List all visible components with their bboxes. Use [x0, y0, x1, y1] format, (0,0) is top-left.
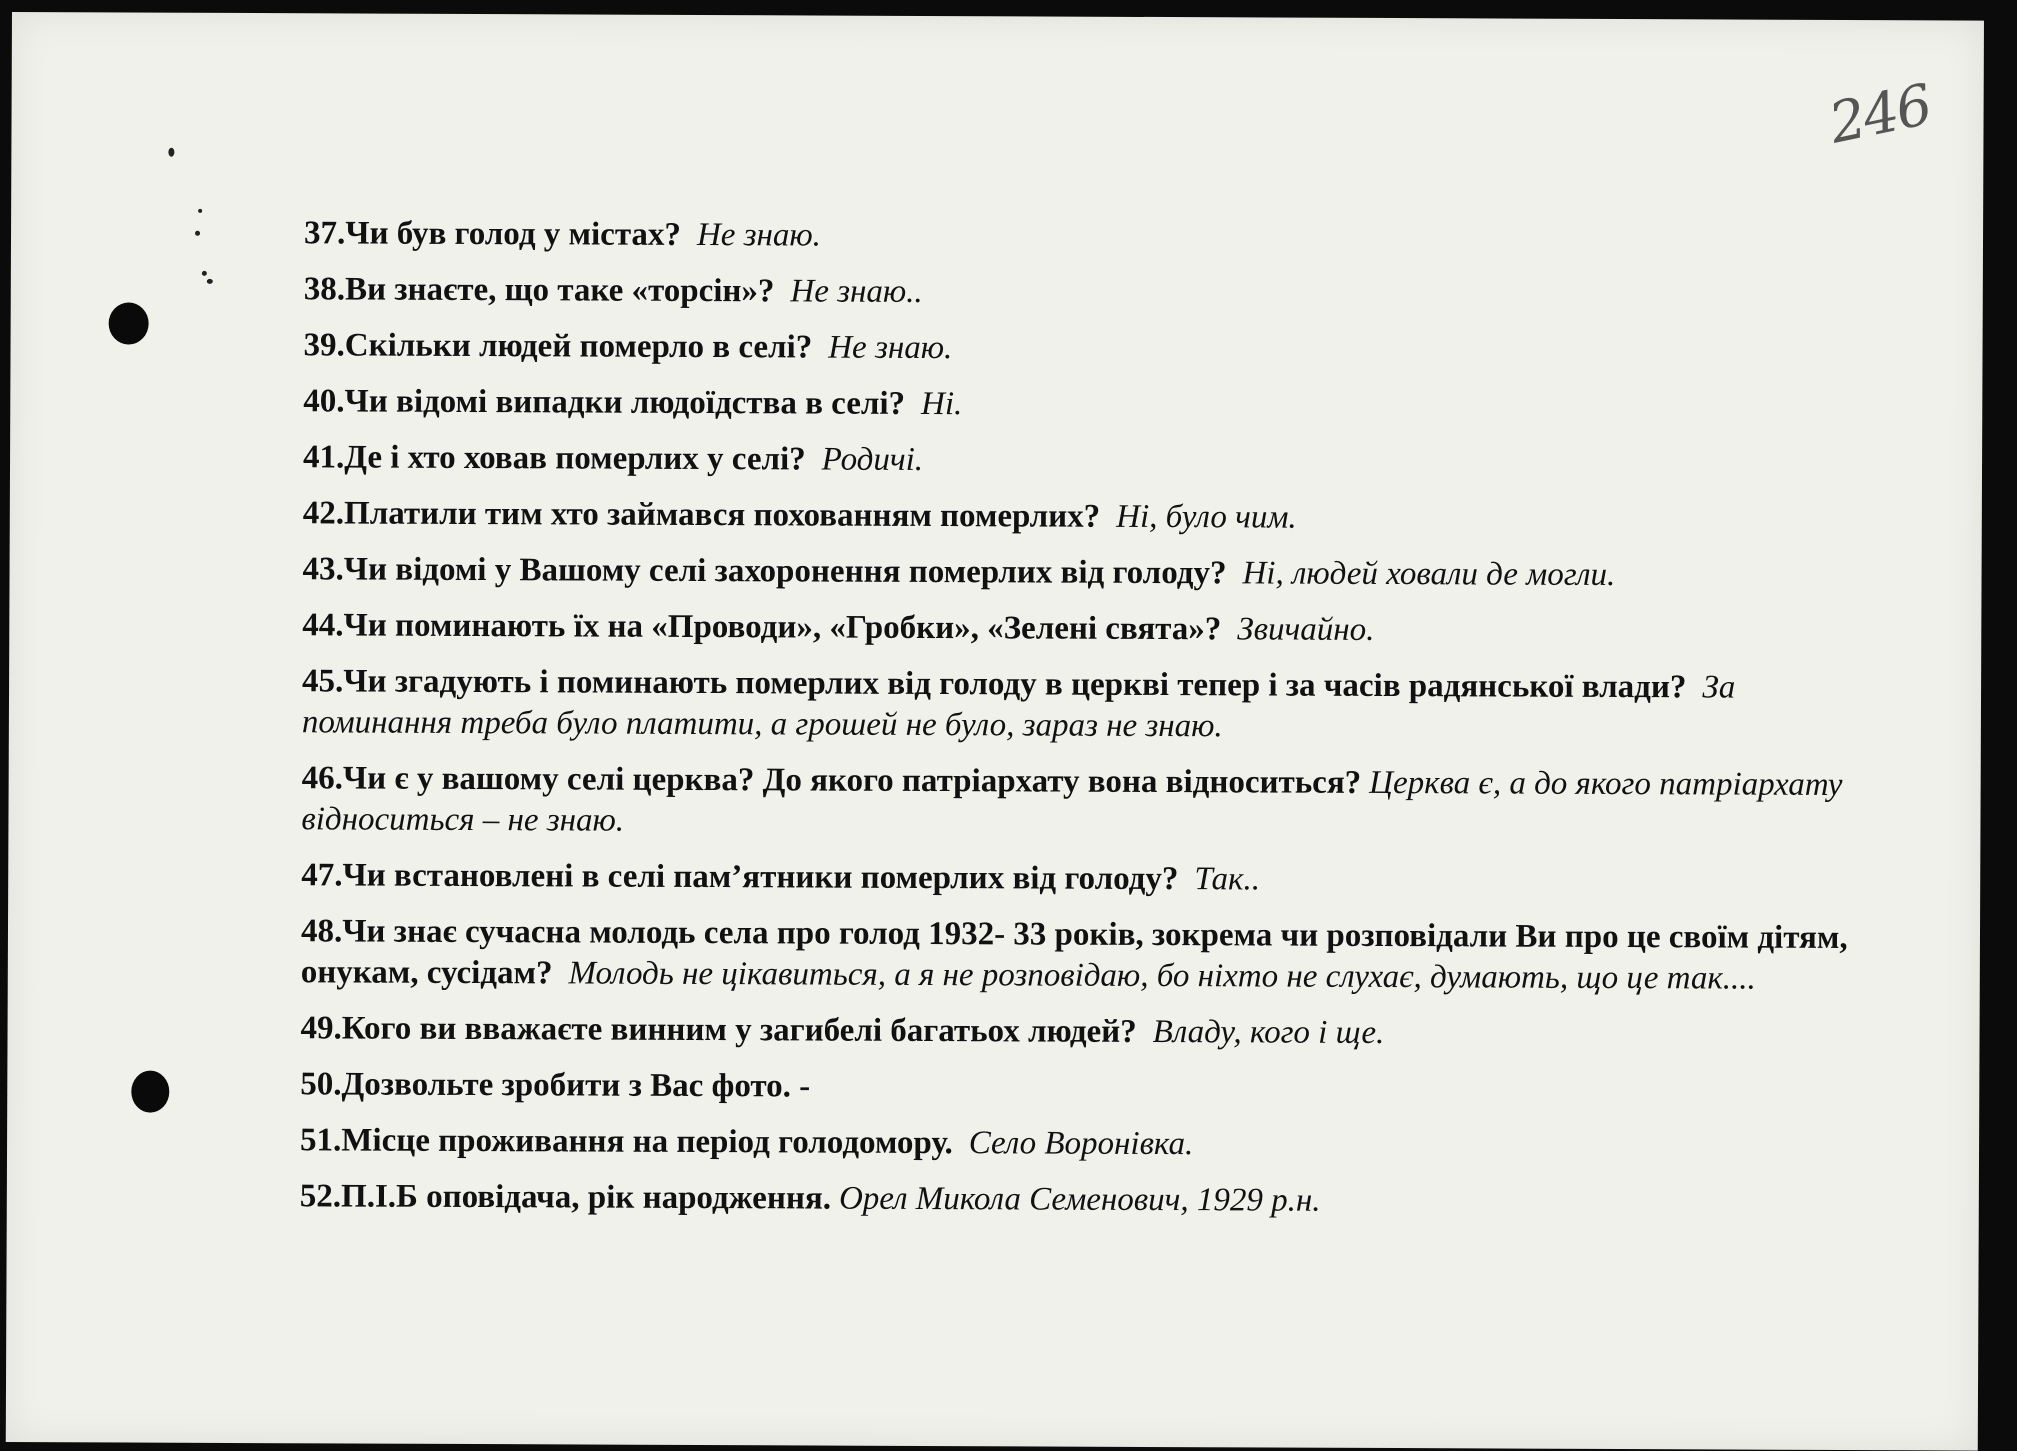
qa-item-43	[302, 549, 1882, 597]
qa-item-44	[302, 605, 1882, 653]
question-text: 52.П.І.Б оповідача, рік народження.	[300, 1178, 831, 1216]
qa-item-42	[303, 493, 1883, 541]
question-text: 49.Кого ви вважаєте винним у загибелі багатьох людей?	[300, 1010, 1136, 1050]
ink-speck	[198, 209, 202, 213]
question-text: 47.Чи встановлені в селі пам’ятники померлих від голоду?	[301, 857, 1178, 897]
document-page	[6, 12, 1984, 1451]
question-text: 48.Чи знає сучасна молодь села про голод 1932- 33 років, зокрема чи розповідали Ви про це своїм дітям, онукам, сусідам?	[301, 913, 1848, 991]
qa-item-52	[300, 1176, 1880, 1224]
qa-item-48	[301, 911, 1881, 1000]
ink-speck	[207, 279, 213, 284]
qa-item-37	[304, 213, 1884, 261]
qa-item-49	[300, 1008, 1880, 1056]
ink-speck	[168, 148, 174, 157]
answer-text: Не знаю..	[790, 273, 922, 310]
qa-item-46	[301, 758, 1881, 847]
question-text: 38.Ви знаєте, що таке «торсін»?	[304, 271, 775, 309]
question-text: 39.Скільки людей померло в селі?	[303, 327, 812, 365]
answer-text: Ні.	[921, 386, 962, 422]
qa-item-41	[303, 437, 1883, 485]
answer-text: За поминання треба було платити, а грошей не було, зараз не знаю.	[302, 669, 1736, 744]
question-text: 43.Чи відомі у Вашому селі захоронення померлих від голоду?	[302, 551, 1226, 591]
question-text: 50.Дозвольте зробити з Вас фото. -	[300, 1066, 810, 1104]
question-text: 41.Де і хто ховав померлих у селі?	[303, 439, 806, 477]
qa-item-51	[300, 1120, 1880, 1168]
answer-text: Не знаю.	[697, 217, 821, 254]
handwritten-page-number: 246	[1824, 73, 1936, 157]
punch-hole-bottom	[131, 1071, 169, 1113]
qa-item-39	[303, 325, 1883, 373]
answer-text: Не знаю.	[828, 330, 952, 367]
answer-text: Село Воронівка.	[969, 1125, 1194, 1162]
answer-text: Молодь не цікавиться, а я не розповідаю, бо ніхто не слухає, думають, що це так....	[568, 955, 1755, 996]
answer-text: Так..	[1194, 861, 1260, 897]
ink-speck	[195, 231, 200, 236]
qa-item-45	[302, 661, 1882, 750]
qa-item-50	[300, 1064, 1880, 1112]
question-text: 46.Чи є у вашому селі церква? До якого патріархату вона відноситься?	[302, 760, 1362, 801]
answer-text: Орел Микола Семенович, 1929 р.н.	[839, 1181, 1321, 1219]
question-text: 44.Чи поминають їх на «Проводи», «Гробки», «Зелені свята»?	[302, 607, 1221, 647]
answer-text: Ні, людей ховали де могли.	[1242, 555, 1615, 593]
ink-speck	[202, 271, 207, 276]
question-text: 45.Чи згадують і поминають померлих від голоду в церкві тепер і за часів радянської влади?	[302, 663, 1687, 705]
qa-item-47	[301, 855, 1881, 903]
punch-hole-top	[109, 302, 149, 344]
qa-item-38	[304, 269, 1884, 317]
question-text: 51.Місце проживання на період голодомору.	[300, 1122, 953, 1161]
questionnaire-list	[300, 213, 1884, 1239]
qa-item-40	[303, 381, 1883, 429]
answer-text: Родичі.	[822, 442, 924, 478]
answer-text: Владу, кого і ще.	[1153, 1014, 1385, 1051]
answer-text: Ні, було чим.	[1116, 499, 1297, 536]
question-text: 42.Платили тим хто займався похованням померлих?	[303, 495, 1101, 534]
answer-text: Церква є, а до якого патріархату відноситься – не знаю.	[301, 765, 1842, 839]
question-text: 40.Чи відомі випадки людоїдства в селі?	[303, 383, 905, 422]
answer-text: Звичайно.	[1237, 611, 1374, 648]
question-text: 37.Чи був голод у містах?	[304, 215, 681, 253]
